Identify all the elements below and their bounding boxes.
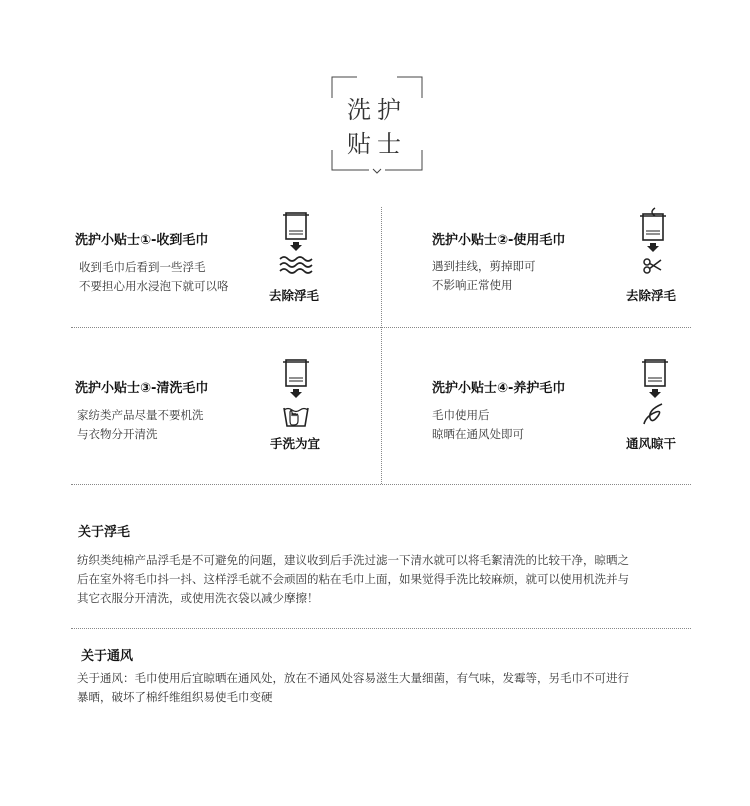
fuzz-line-1: 纺织类纯棉产品浮毛是不可避免的问题，建议收到后手洗过滤一下清水就可以将毛絮清洗的比较干净，晾晒之 bbox=[77, 553, 629, 567]
towel-scissors-icon bbox=[637, 206, 671, 282]
tip-3-icon-label: 手洗为宜 bbox=[270, 436, 321, 451]
grid-divider-vertical bbox=[381, 207, 382, 484]
title-frame bbox=[331, 76, 423, 172]
section-divider bbox=[71, 628, 691, 629]
grid-divider-middle bbox=[71, 327, 691, 328]
tip-3-line-2: 与衣物分开清洗 bbox=[77, 427, 158, 441]
tip-1-line-1: 收到毛巾后看到一些浮毛 bbox=[79, 260, 206, 274]
title-line-1: 洗护 bbox=[347, 96, 407, 124]
towel-soak-icon bbox=[278, 211, 314, 279]
tip-3-line-1: 家纺类产品尽量不要机洗 bbox=[77, 408, 204, 422]
tip-4-title: 洗护小贴士④-养护毛巾 bbox=[432, 381, 566, 396]
tip-1-line-2: 不要担心用水浸泡下就可以咯 bbox=[79, 279, 229, 293]
tip-2-line-1: 遇到挂线，剪掉即可 bbox=[432, 259, 536, 273]
fuzz-section-title: 关于浮毛 bbox=[78, 525, 131, 540]
title-line-2: 贴士 bbox=[347, 130, 407, 158]
towel-handwash-icon bbox=[279, 358, 313, 434]
ventilation-line-2: 暴晒，破坏了棉纤维组织易使毛巾变硬 bbox=[77, 690, 273, 704]
tip-1-icon-label: 去除浮毛 bbox=[269, 288, 320, 303]
tip-2-title: 洗护小贴士②-使用毛巾 bbox=[432, 233, 566, 248]
towel-airdry-icon bbox=[638, 358, 672, 434]
tip-3-title: 洗护小贴士③-清洗毛巾 bbox=[75, 381, 209, 396]
tip-2-icon-label: 去除浮毛 bbox=[626, 288, 677, 303]
tip-4-line-2: 晾晒在通风处即可 bbox=[432, 427, 524, 441]
tip-2-line-2: 不影响正常使用 bbox=[432, 278, 513, 292]
fuzz-line-3: 其它衣服分开清洗，或使用洗衣袋以减少摩擦！ bbox=[77, 591, 319, 605]
fuzz-line-2: 后在室外将毛巾抖一抖、这样浮毛就不会顽固的粘在毛巾上面，如果觉得手洗比较麻烦，就可以使用机洗并与 bbox=[77, 572, 629, 586]
grid-divider-bottom bbox=[71, 484, 691, 485]
tip-4-line-1: 毛巾使用后 bbox=[432, 408, 490, 422]
ventilation-section-text bbox=[77, 669, 687, 707]
fuzz-section-text bbox=[77, 551, 687, 608]
ventilation-line-1: 关于通风：毛巾使用后宜晾晒在通风处，放在不通风处容易滋生大量细菌，有气味，发霉等，另毛巾不可进行 bbox=[77, 671, 629, 685]
tip-1-title: 洗护小贴士①-收到毛巾 bbox=[75, 233, 209, 248]
ventilation-section-title: 关于通风 bbox=[81, 649, 134, 664]
tip-4-icon-label: 通风晾干 bbox=[626, 436, 677, 451]
